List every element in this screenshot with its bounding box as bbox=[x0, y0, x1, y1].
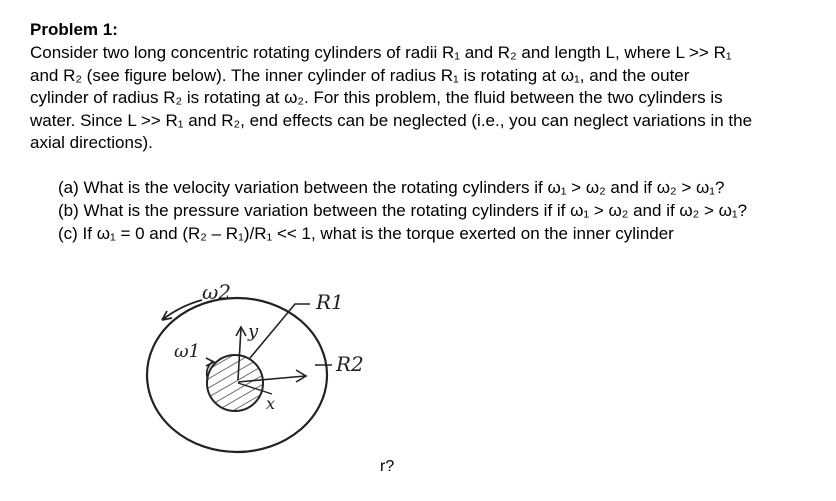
y-label: y bbox=[248, 321, 259, 342]
question-list bbox=[58, 176, 828, 245]
statement-line: Consider two long concentric rotating cylinders of radii R₁ and R₂ and length L, where L >> R₁ bbox=[30, 43, 732, 62]
question-a: (a) What is the velocity variation between the rotating cylinders if ω₁ > ω₂ and if ω₂ > ω₁? bbox=[58, 178, 725, 197]
cylinder-sketch-drawing bbox=[140, 270, 420, 500]
question-b: (b) What is the pressure variation between the rotating cylinders if if ω₁ > ω₂ and if ω₂ > ω₁? bbox=[58, 201, 748, 220]
r2-label: R2 bbox=[336, 352, 364, 376]
statement-line: cylinder of radius R₂ is rotating at ω₂. For this problem, the fluid between the two cylinders is bbox=[30, 88, 723, 107]
statement-line: axial directions). bbox=[30, 133, 153, 152]
r-question-label: r? bbox=[380, 458, 395, 475]
omega2-arrow bbox=[162, 300, 202, 320]
statement-line: water. Since L >> R₁ and R₂, end effects can be neglected (i.e., you can neglect variations in the bbox=[30, 110, 753, 130]
problem-statement bbox=[30, 42, 820, 155]
omega1-label: ω1 bbox=[174, 341, 201, 362]
problem-title: Problem 1: bbox=[30, 20, 118, 39]
r1-leader bbox=[250, 304, 310, 358]
question-c: (c) If ω₁ = 0 and (R₂ – R₁)/R₁ << 1, what is the torque exerted on the inner cylinder bbox=[58, 224, 674, 243]
x-label: x bbox=[266, 394, 276, 413]
r1-label: R1 bbox=[316, 290, 344, 314]
cylinder-sketch bbox=[140, 270, 420, 500]
statement-line: and R₂ (see figure below). The inner cylinder of radius R₁ is rotating at ω₁, and the outer bbox=[30, 65, 690, 85]
omega2-label: ω2 bbox=[202, 280, 232, 304]
inner-cylinder bbox=[207, 355, 263, 411]
